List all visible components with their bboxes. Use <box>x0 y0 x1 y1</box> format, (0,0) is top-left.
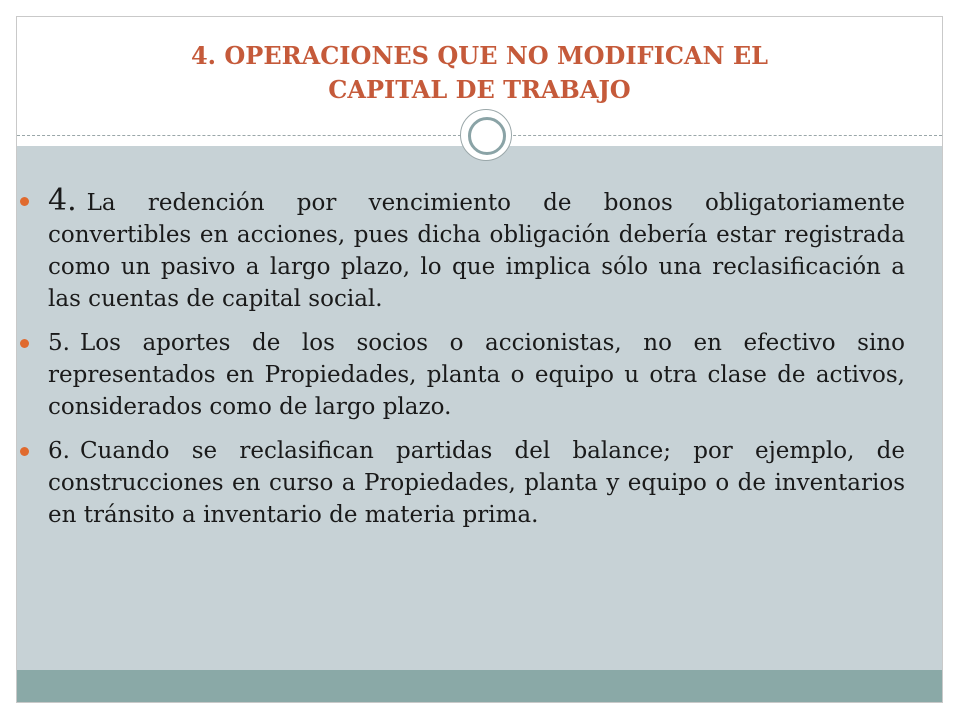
bullet-list <box>20 185 905 543</box>
item-text: La redención por vencimiento de bonos obligatoriamente convertibles en acciones, pues dicha obligación debería estar registrada como un pasivo a largo plazo, lo que implica sólo una reclasificación a las cuentas de capital social. <box>48 190 905 312</box>
bullet-item-5 <box>20 327 905 423</box>
item-number: 6. <box>48 438 70 464</box>
item-number: 4. <box>48 183 77 218</box>
bullet-dot-icon <box>20 447 29 456</box>
bullet-item-6 <box>20 435 905 531</box>
bullet-dot-icon <box>20 339 29 348</box>
title-line-1: 4. OPERACIONES QUE NO MODIFICAN EL <box>190 41 769 70</box>
bottom-band <box>17 670 942 703</box>
slide-title <box>17 39 942 107</box>
bullet-item-4 <box>20 185 905 315</box>
circle-ornament-icon <box>460 109 512 161</box>
circle-ornament-inner <box>468 117 506 155</box>
item-text: Cuando se reclasifican partidas del balance; por ejemplo, de construcciones en curso a Propiedades, planta y equipo o de inventarios en tránsito a inventario de materia prima. <box>48 438 905 528</box>
item-number: 5. <box>48 330 70 356</box>
item-text: Los aportes de los socios o accionistas, no en efectivo sino representados en Propiedades, planta o equipo u otra clase de activos, considerados como de largo plazo. <box>48 330 905 420</box>
title-line-2: CAPITAL DE TRABAJO <box>328 75 631 104</box>
bullet-dot-icon <box>20 197 29 206</box>
